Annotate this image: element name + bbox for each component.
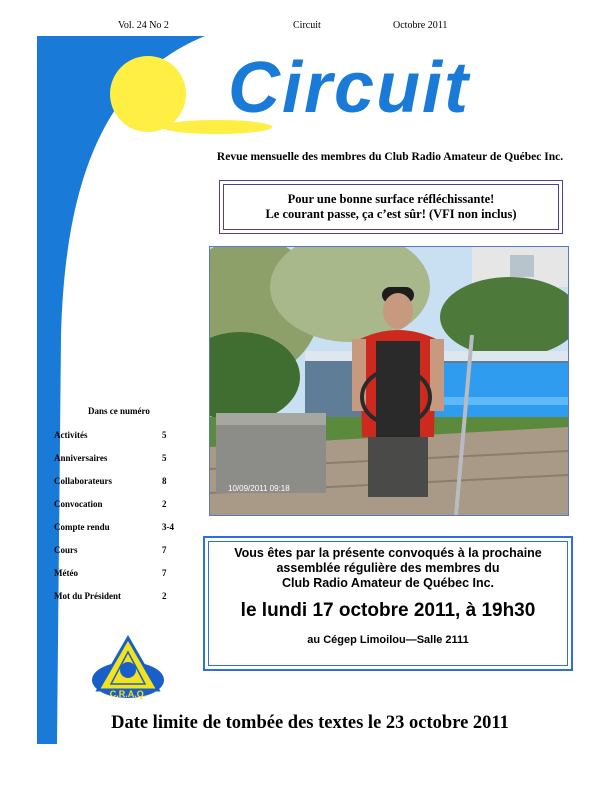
toc-page: 8 [162,476,167,486]
toc-label: Mot du Président [54,591,121,601]
toc-label: Météo [54,568,78,578]
submission-deadline: Date limite de tombée des textes le 23 octobre 2011 [111,713,509,733]
quote-box [219,180,563,234]
toc-page: 2 [162,591,167,601]
cover-photo [209,246,569,516]
quote-line-1: Pour une bonne surface réfléchissante! [287,192,495,206]
toc-label: Collaborateurs [54,476,112,486]
photo-timestamp: 10/09/2011 09:18 [228,484,290,493]
toc-page: 3-4 [162,522,174,532]
toc-page: 5 [162,453,167,463]
toc-row [54,591,174,601]
logo-text: C.R.A.Q. [109,689,147,699]
volume-number: Vol. 24 No 2 [118,20,169,31]
toc-row [54,499,174,509]
meeting-venue: au Cégep Limoilou—Salle 2111 [307,634,469,646]
cover-photo-illustration [210,247,568,515]
meeting-date: le lundi 17 octobre 2011, à 19h30 [240,600,536,621]
toc-page: 2 [162,499,167,509]
toc-label: Anniversaires [54,453,108,463]
toc-row [54,453,174,463]
toc-label: Cours [54,545,78,555]
toc-label: Activités [54,430,88,440]
masthead-title: Circuit [228,48,471,128]
sun-decoration [110,56,186,132]
notice-line-3: Club Radio Amateur de Québec Inc. [281,576,495,590]
issue-date: Octobre 2011 [393,20,448,31]
notice-line-1: Vous êtes par la présente convoqués à la prochaine [234,546,542,560]
toc-row [54,476,174,486]
header-publication-name: Circuit [293,20,321,31]
toc-title: Dans ce numéro [88,406,150,416]
toc-page: 5 [162,430,167,440]
toc-row [54,430,174,440]
toc-page: 7 [162,568,167,578]
toc-label: Convocation [54,499,103,509]
toc-row [54,568,174,578]
quote-line-2: Le courant passe, ça c’est sûr! (VFI non inclus) [265,207,517,221]
toc-page: 7 [162,545,167,555]
notice-line-2: assemblée régulière des membres du [276,561,500,575]
toc-row [54,522,174,532]
craq-logo [90,634,166,700]
masthead-subtitle: Revue mensuelle des membres du Club Radio Amateur de Québec Inc. [216,151,564,163]
meeting-notice [203,536,573,671]
toc-label: Compte rendu [54,522,110,532]
toc-row [54,545,174,555]
